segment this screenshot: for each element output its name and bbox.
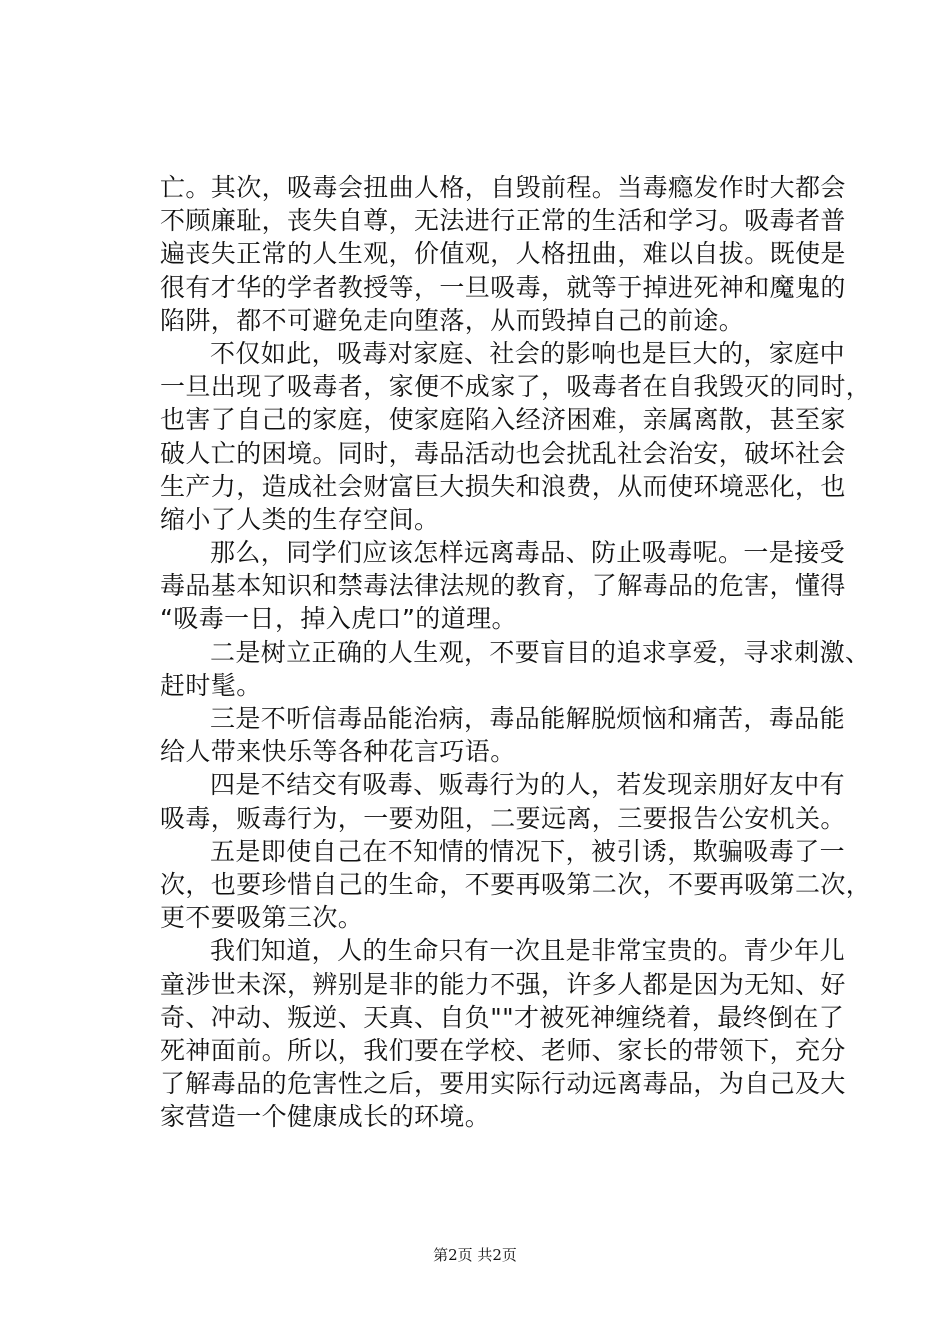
- text-line: 我们知道，人的生命只有一次且是非常宝贵的。青少年儿: [210, 936, 846, 966]
- text-line: 生产力，造成社会财富巨大损失和浪费，从而使环境恶化，也: [160, 471, 846, 501]
- text-line: 五是即使自己在不知情的情况下，被引诱，欺骗吸毒了一: [210, 836, 846, 866]
- text-line: 童涉世未深，辨别是非的能力不强，许多人都是因为无知、好: [160, 969, 846, 999]
- text-line: 也害了自己的家庭，使家庭陷入经济困难，亲属离散，甚至家: [160, 405, 846, 435]
- text-line: 陷阱，都不可避免走向堕落，从而毁掉自己的前途。: [160, 305, 745, 335]
- text-line: 缩小了人类的生存空间。: [160, 504, 440, 534]
- text-line: 家营造一个健康成长的环境。: [160, 1102, 491, 1132]
- text-line: 更不要吸第三次。: [160, 903, 364, 933]
- text-line: 亡。其次，吸毒会扭曲人格，自毁前程。当毒瘾发作时大都会: [160, 173, 846, 202]
- text-line: 死神面前。所以，我们要在学校、老师、家长的带领下，充分: [160, 1035, 846, 1065]
- text-line: 毒品基本知识和禁毒法律法规的教育，了解毒品的危害，懂得: [160, 571, 846, 601]
- text-line: 遍丧失正常的人生观，价值观，人格扭曲，难以自拔。既使是: [160, 239, 846, 269]
- page-footer: 第2页 共2页: [433, 1246, 517, 1264]
- text-line: 三是不听信毒品能治病，毒品能解脱烦恼和痛苦，毒品能: [210, 704, 846, 733]
- text-line: 不仅如此，吸毒对家庭、社会的影响也是巨大的，家庭中: [210, 338, 846, 368]
- text-line: 二是树立正确的人生观，不要盲目的追求享爱，寻求刺激、: [210, 637, 871, 667]
- text-line: 不顾廉耻，丧失自尊，无法进行正常的生活和学习。吸毒者普: [160, 206, 846, 236]
- text-line: 四是不结交有吸毒、贩毒行为的人，若发现亲朋好友中有: [210, 770, 846, 800]
- body-text: [160, 171, 872, 1133]
- text-line: 很有才华的学者教授等，一旦吸毒，就等于掉进死神和魔鬼的: [160, 272, 846, 302]
- text-line: 奇、冲动、叛逆、天真、自负""才被死神缠绕着，最终倒在了: [160, 1002, 845, 1032]
- text-line: 次，也要珍惜自己的生命，不要再吸第二次，不要再吸第二次，: [160, 869, 872, 899]
- text-line: 了解毒品的危害性之后，要用实际行动远离毒品，为自己及大: [160, 1069, 846, 1099]
- text-line: “吸毒一日，掉入虎口”的道理。: [160, 604, 517, 634]
- text-line: 破人亡的困境。同时，毒品活动也会扰乱社会治安，破坏社会: [160, 438, 846, 468]
- text-line: 赶时髦。: [160, 670, 262, 700]
- text-line: 给人带来快乐等各种花言巧语。: [160, 737, 516, 767]
- text-line: 吸毒，贩毒行为，一要劝阻，二要远离，三要报告公安机关。: [160, 803, 846, 833]
- text-line: 一旦出现了吸毒者，家便不成家了，吸毒者在自我毁灭的同时，: [160, 372, 872, 402]
- text-line: 那么，同学们应该怎样远离毒品、防止吸毒呢。一是接受: [210, 538, 846, 568]
